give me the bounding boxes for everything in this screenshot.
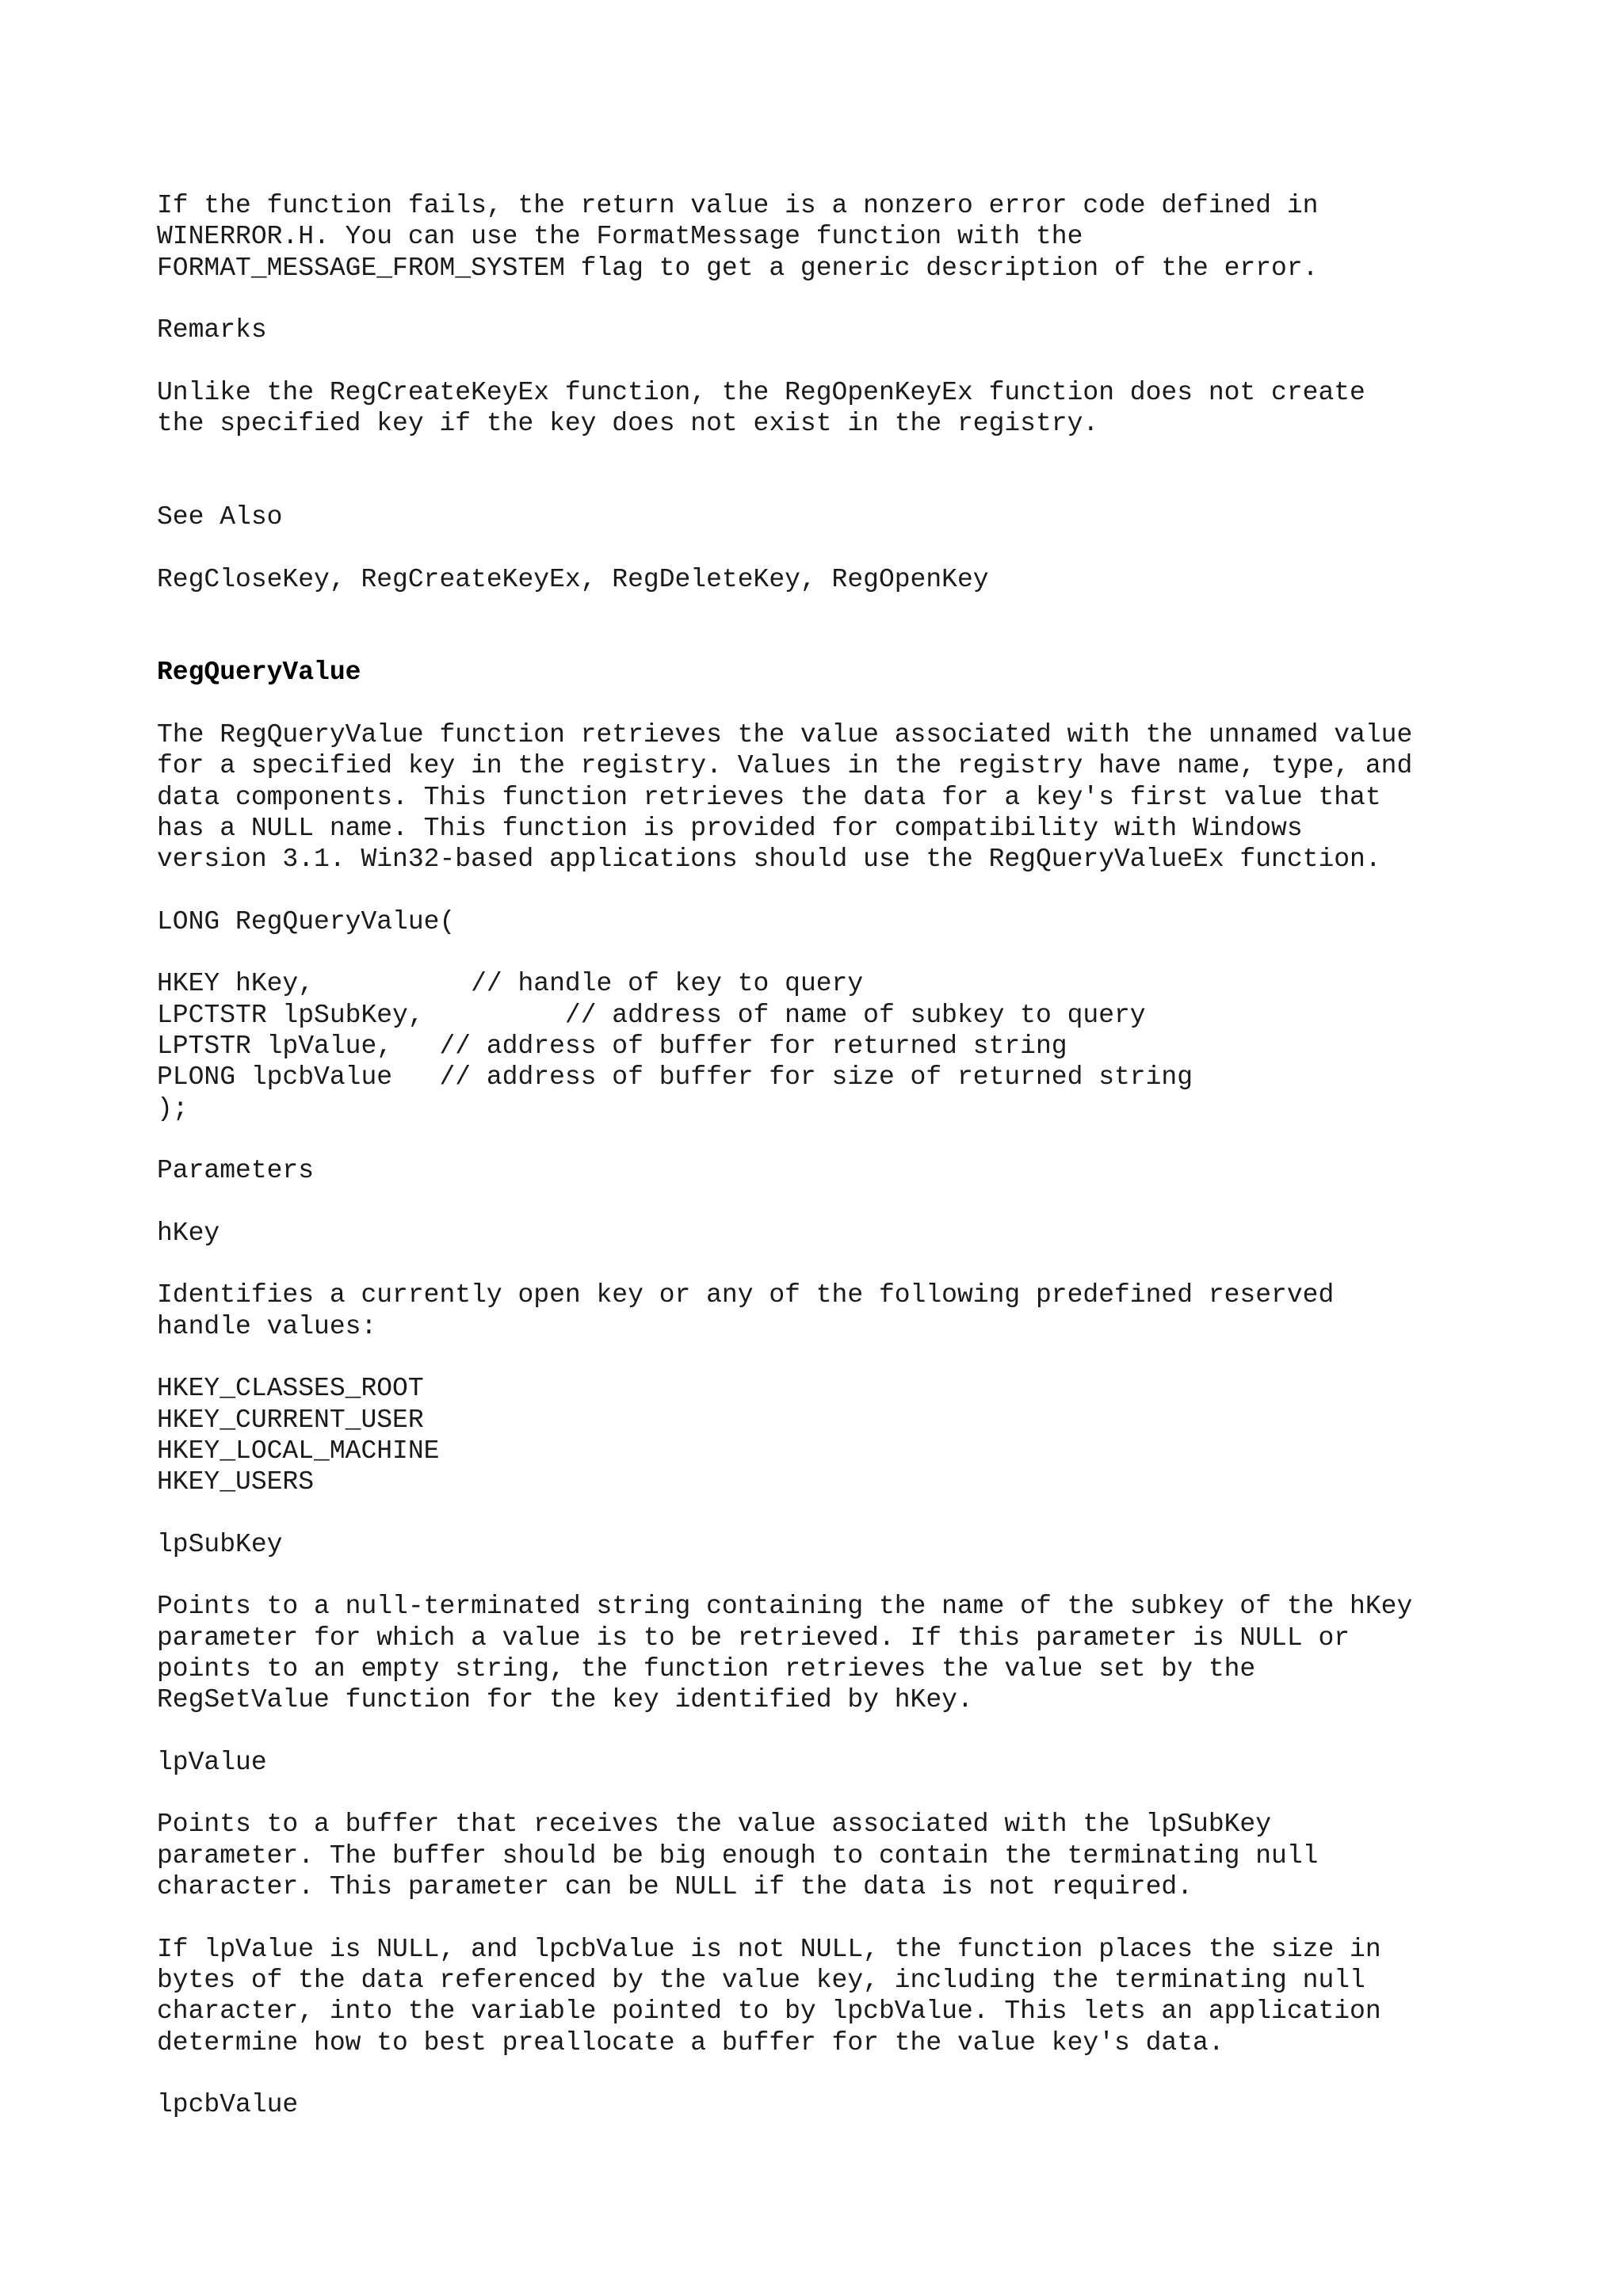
text-line: version 3.1. Win32-based applications should use the RegQueryValueEx function. [157,845,1381,875]
param-name-lpsubkey: lpSubKey [157,1529,283,1559]
code-line: LPCTSTR lpSubKey, // address of name of subkey to query [157,1000,1146,1030]
text-line: If the function fails, the return value is a nonzero error code defined in [157,191,1319,220]
list-item: HKEY_LOCAL_MACHINE [157,1436,440,1466]
text-line: Unlike the RegCreateKeyEx function, the RegOpenKeyEx function does not create [157,377,1365,407]
list-item: HKEY_CURRENT_USER [157,1405,424,1435]
text-line: Identifies a currently open key or any of the following predefined reserved [157,1280,1335,1310]
function-signature: LONG RegQueryValue( [157,906,456,936]
list-item: HKEY_USERS [157,1467,315,1497]
see-also-label: See Also [157,502,283,532]
lpvalue-null-note [157,1934,1504,2058]
text-line: handle values: [157,1311,377,1341]
section-heading: RegQueryValue [157,658,361,688]
see-also-list: RegCloseKey, RegCreateKeyEx, RegDeleteKey, RegOpenKey [157,564,989,594]
text-line: Points to a null-terminated string containing the name of the subkey of the hKey [157,1592,1413,1622]
param-name-lpcbvalue: lpcbValue [157,2090,299,2120]
param-name-lpvalue: lpValue [157,1747,267,1777]
text-line: character. This parameter can be NULL if the data is not required. [157,1872,1193,1902]
document-page [157,190,1504,2120]
text-line: The RegQueryValue function retrieves the value associated with the unnamed value [157,720,1413,750]
text-line: the specified key if the key does not exist in the registry. [157,409,1099,439]
hkey-description [157,1280,1504,1342]
return-value-paragraph [157,190,1504,284]
text-line: determine how to best preallocate a buffer for the value key's data. [157,2027,1224,2058]
text-line: has a NULL name. This function is provided for compatibility with Windows [157,813,1303,843]
text-line: If lpValue is NULL, and lpcbValue is not NULL, the function places the size in [157,1934,1381,1964]
parameter-declarations [157,968,1504,1123]
list-item: HKEY_CLASSES_ROOT [157,1374,424,1404]
parameters-label: Parameters [157,1156,315,1186]
text-line: character, into the variable pointed to by lpcbValue. This lets an application [157,1997,1381,2027]
predefined-keys-list [157,1373,1504,1497]
text-line: bytes of the data referenced by the value key, including the terminating null [157,1965,1365,1995]
text-line: WINERROR.H. You can use the FormatMessage function with the [157,222,1083,252]
param-name-hkey: hKey [157,1218,220,1248]
text-line: data components. This function retrieves the data for a key's first value that [157,782,1381,812]
description-paragraph [157,719,1504,875]
text-line: parameter for which a value is to be retrieved. If this parameter is NULL or [157,1623,1350,1653]
text-line: RegSetValue function for the key identified by hKey. [157,1685,973,1715]
lpvalue-description [157,1809,1504,1902]
code-line: HKEY hKey, // handle of key to query [157,969,864,999]
text-line: for a specified key in the registry. Values in the registry have name, type, and [157,751,1413,781]
text-line: parameter. The buffer should be big enough to contain the terminating null [157,1840,1319,1871]
code-line: ); [157,1093,189,1123]
text-line: Points to a buffer that receives the value associated with the lpSubKey [157,1810,1272,1840]
code-line: LPTSTR lpValue, // address of buffer for returned string [157,1032,1067,1062]
text-line: FORMAT_MESSAGE_FROM_SYSTEM flag to get a generic description of the error. [157,253,1319,283]
remarks-paragraph [157,377,1504,440]
remarks-label: Remarks [157,315,267,345]
lpsubkey-description [157,1591,1504,1715]
text-line: points to an empty string, the function retrieves the value set by the [157,1653,1256,1684]
code-line: PLONG lpcbValue // address of buffer for size of returned string [157,1062,1193,1093]
